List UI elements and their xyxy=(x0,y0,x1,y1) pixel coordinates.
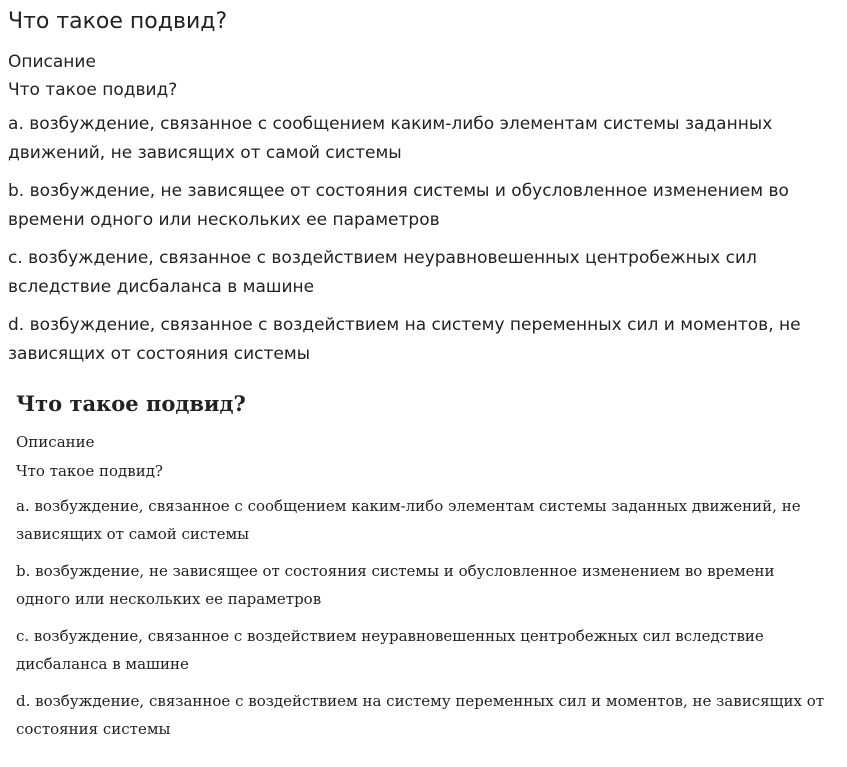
page-title: Что такое подвид? xyxy=(16,391,246,416)
answer-option-a: a. возбуждение, связанное с сообщением каким-либо элементам системы заданных движений, не зависящих от самой системы xyxy=(16,497,801,543)
question-text: Что такое подвид? xyxy=(16,462,163,480)
section-label: Описание xyxy=(8,52,96,72)
answer-option-b: b. возбуждение, не зависящее от состояния системы и обусловленное изменением во времени одного или нескольких ее параметров xyxy=(8,181,789,230)
section-label: Описание xyxy=(16,433,95,451)
answer-option-d: d. возбуждение, связанное с воздействием на систему переменных сил и моментов, не зависящих от состояния системы xyxy=(16,692,825,738)
answer-option-b: b. возбуждение, не зависящее от состояния системы и обусловленное изменением во времени одного или нескольких ее параметров xyxy=(16,562,775,608)
question-block-top xyxy=(0,0,847,378)
question-block-bottom xyxy=(0,384,847,752)
answer-option-c: c. возбуждение, связанное с воздействием неуравновешенных центробежных сил вследствие дисбаланса в машине xyxy=(8,248,757,297)
answer-option-c: c. возбуждение, связанное с воздействием неуравновешенных центробежных сил вследствие дисбаланса в машине xyxy=(16,627,764,673)
answer-option-d: d. возбуждение, связанное с воздействием на систему переменных сил и моментов, не зависящих от состояния системы xyxy=(8,315,801,364)
question-text: Что такое подвид? xyxy=(8,80,178,100)
page-title: Что такое подвид? xyxy=(8,9,228,34)
answer-option-a: a. возбуждение, связанное с сообщением каким-либо элементам системы заданных движений, не зависящих от самой системы xyxy=(8,114,773,163)
